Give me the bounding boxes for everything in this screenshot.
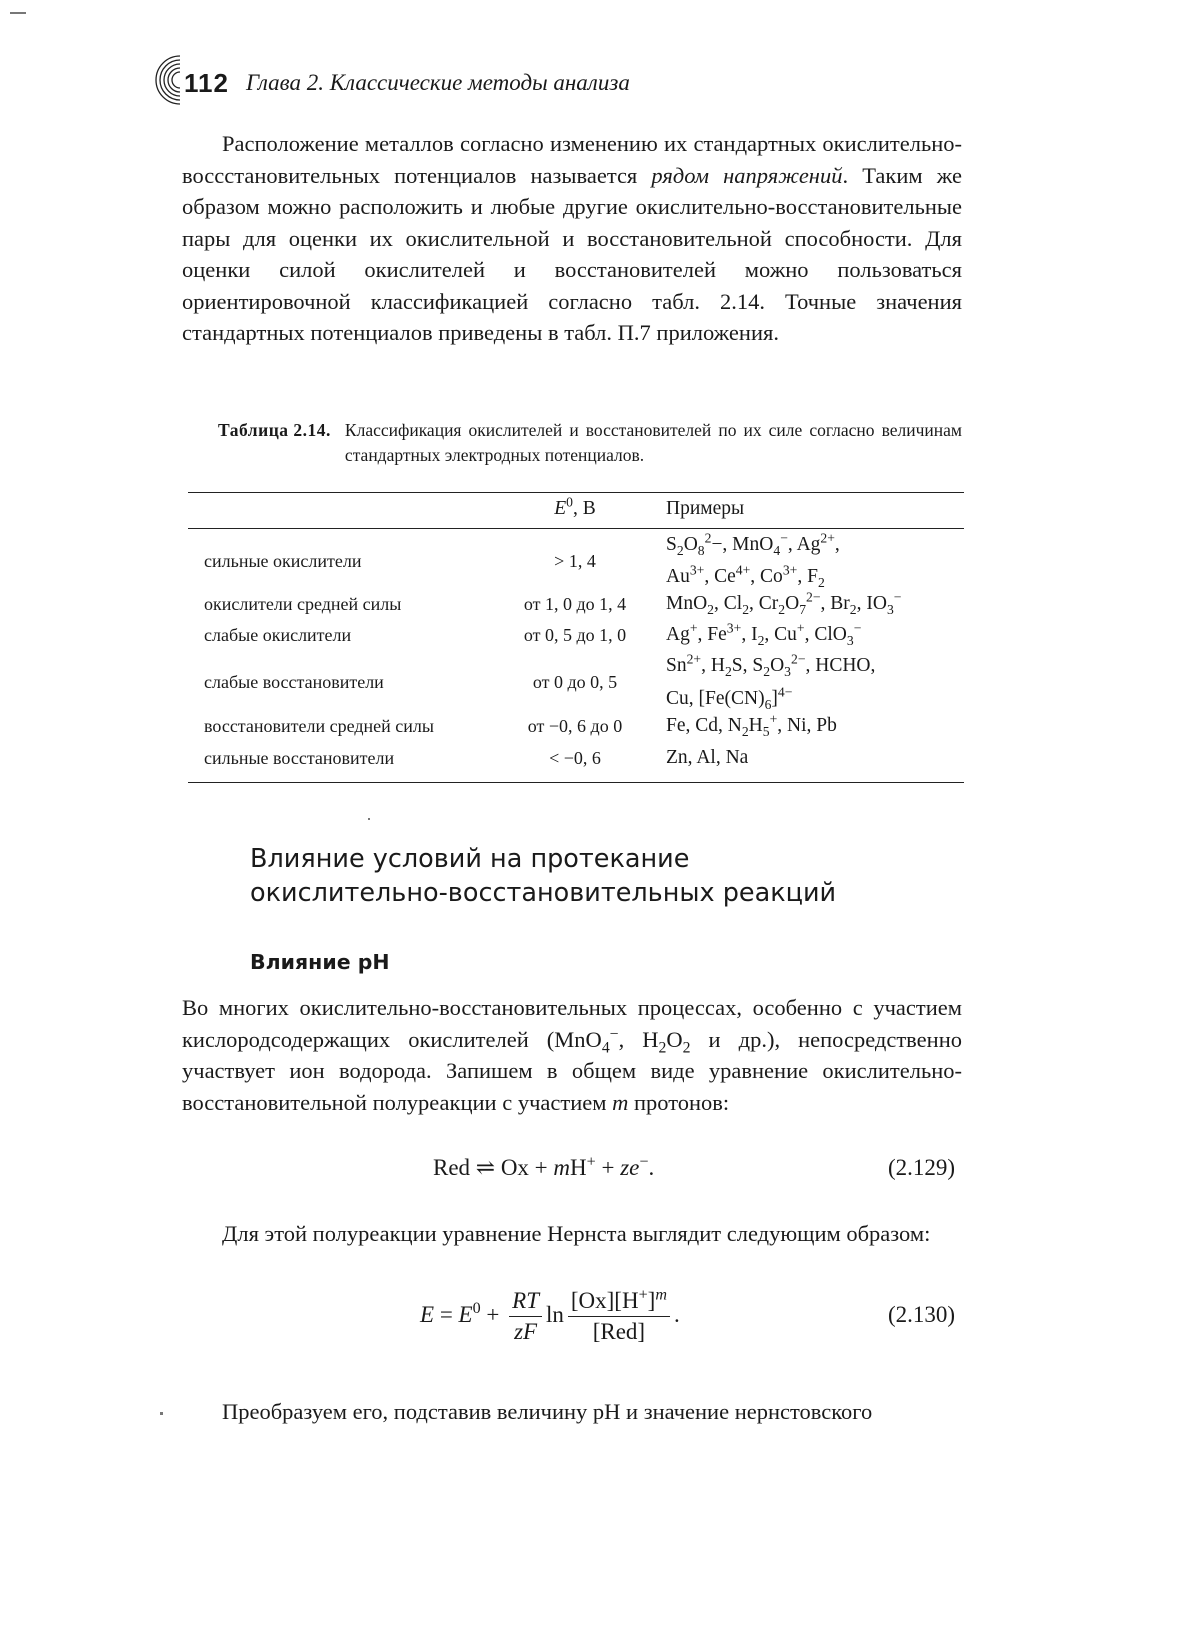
page-number: 112 xyxy=(184,68,229,98)
table-row-examples: $S_2O_8^2-$, MnO$_4$−, $Ag^{2+}$, xyxy=(666,530,840,558)
table-row-name: слабые окислители xyxy=(204,625,352,645)
table-row-value: от 0, 5 до 1, 0 xyxy=(523,625,627,645)
paragraph-transform: Преобразуем его, подставив величину pH и значение нернстовского xyxy=(222,1399,873,1424)
table-row-examples-cont: Cu, $[Fe(CN)_6]^{4-}$ xyxy=(666,684,793,712)
table-row-value: от 0 до 0, 5 xyxy=(532,672,618,692)
table-row-name: восстановители средней силы xyxy=(204,716,434,736)
header-examples: Примеры xyxy=(666,498,745,519)
text-span: , H xyxy=(618,1026,659,1052)
table-header-rule xyxy=(188,528,964,529)
equation-2-129: Red ⇌ Ox + mH+ + ze−. xyxy=(433,1153,655,1180)
variable: m xyxy=(612,1089,629,1115)
text-span: протонов: xyxy=(628,1089,730,1115)
paragraph-ph xyxy=(182,992,962,1118)
header-superscript: 0 xyxy=(566,494,573,510)
table-row-examples: Zn, Al, Na xyxy=(666,747,749,768)
table-row-name: окислители средней силы xyxy=(204,594,402,614)
subscript: 4 xyxy=(601,1039,610,1056)
table-row-examples: $Sn^{2+}$, $H_2S$, $S_2O_3^{2-}$, HCHO, xyxy=(666,651,876,679)
header-symbol: E xyxy=(554,498,567,519)
table-caption-label: Таблица 2.14. xyxy=(218,420,331,440)
equation-number: (2.129) xyxy=(888,1155,956,1180)
table-caption xyxy=(218,418,962,468)
text-span: Расположение металлов согласно изменению их стандартных окислительно-воссстановительных потенциалов называется xyxy=(182,131,962,188)
running-head: Глава 2. Классические методы анализа xyxy=(246,70,630,95)
text-span: . Таким же образом можно расположить и любые другие окислительно-восстановительные пары для оценки их окислительной и восстановительной способности. Для оценки силой окислителей и восстановителей можно пользоваться ориентировочной классификацией согласно табл. 2.14. Точные значения стандартных потенциалов приведены в табл. П.7 приложения. xyxy=(182,162,962,345)
text-span: O xyxy=(666,1026,683,1052)
table-row-value: от −0, 6 до 0 xyxy=(527,716,623,736)
table-caption-text: Классификация окислителей и восстановителей по их силе согласно величинам стандартных электродных потенциалов. xyxy=(344,420,962,465)
section-title-line: окислительно-восстановительных реакций xyxy=(250,878,837,908)
table-row-name: сильные окислители xyxy=(204,551,362,571)
subscript: 2 xyxy=(658,1039,667,1056)
superscript: − xyxy=(609,1025,619,1042)
scan-mark xyxy=(10,12,26,14)
text-span: Во многих окислительно-восстановительных процессах, особенно с участием кислородсодержащих окислителей (MnO xyxy=(182,995,962,1052)
table-row-name: слабые восстановители xyxy=(204,672,384,692)
page-header xyxy=(150,52,850,112)
table-bottom-rule xyxy=(188,782,964,783)
emphasized-term: рядом напряжений xyxy=(651,162,843,188)
table-row-examples-cont: $Au^{3+}$, $Ce^{4+}$, $Co^{3+}$, $F_2$ xyxy=(666,562,825,590)
header-unit: , В xyxy=(572,498,596,519)
paragraph-nernst: Для этой полуреакции уравнение Нернста выглядит следующим образом: xyxy=(222,1221,931,1246)
fraction: $\frac{[Ox][H^+]^m}{\text{[Red]}}$ xyxy=(568,1286,670,1347)
header-potential xyxy=(496,494,654,520)
paragraph-intro xyxy=(182,128,962,349)
section-title-line: Влияние условий на протекание xyxy=(250,844,690,874)
subscript: 2 xyxy=(682,1039,691,1056)
table-row-value: > 1, 4 xyxy=(554,551,596,571)
table-top-rule xyxy=(188,492,964,493)
subsection-title: Влияние pH xyxy=(250,950,390,974)
table-row-value: < −0, 6 xyxy=(549,748,601,768)
table-row-examples: MnO$_2$, $Cl_2$, $Cr_2O_7^{2-}$, $Br_2$, $IO_3^-$ xyxy=(666,589,902,617)
section-title xyxy=(250,842,950,910)
equation-number: (2.130) xyxy=(888,1302,956,1327)
table-row-examples: Ag+, $Fe^{3+}$, $I_2$, Cu+, ClO$_3$− xyxy=(666,620,862,648)
table-row-value: от 1, 0 до 1, 4 xyxy=(523,594,627,614)
scan-dot xyxy=(368,818,370,820)
fraction: $\frac{RT}{zF}$ xyxy=(509,1286,542,1347)
table-row-examples: Fe, Cd, $N_2H_5^+$, Ni, Pb xyxy=(666,711,837,739)
text-span: и др.), непосредственно участвует ион водорода. Запишем в общем виде уравнение окислительно-восстановительной полуреакции с участием xyxy=(182,1026,962,1115)
equation-2-130: $E = E^0$ + $\frac{RT}{zF}$ ln $\frac{[Ox][H^+]^m}{\text{[Red]}}$ . xyxy=(420,1286,680,1347)
scan-dot xyxy=(160,1412,163,1415)
table-row-name: сильные восстановители xyxy=(204,748,395,768)
